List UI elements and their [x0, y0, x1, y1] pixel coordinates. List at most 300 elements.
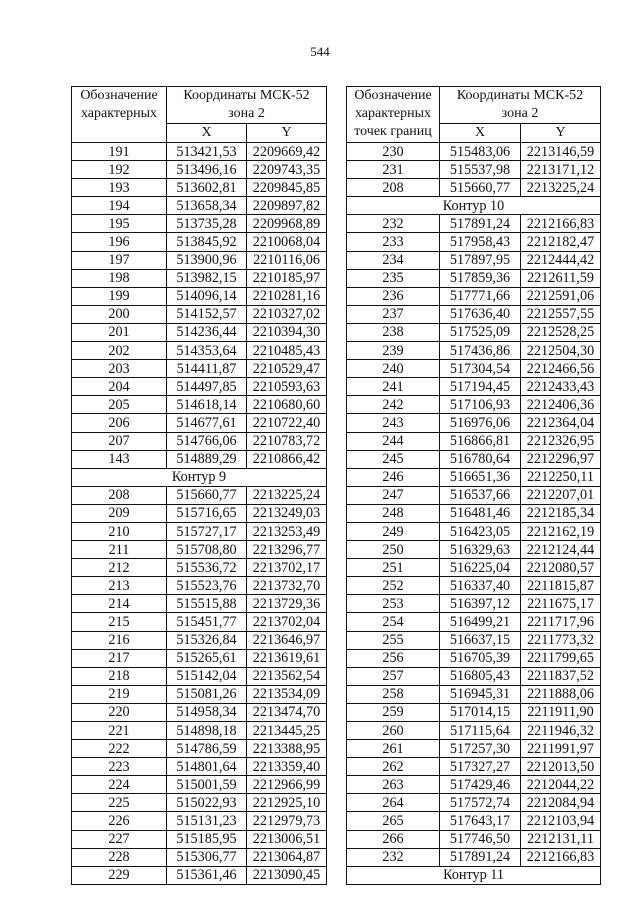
x-coordinate: 514353,64 [167, 342, 247, 360]
point-id: 252 [347, 577, 440, 595]
x-coordinate: 516866,81 [440, 432, 521, 450]
x-header: X [440, 124, 521, 143]
table-row [347, 848, 601, 866]
point-id: 251 [347, 559, 440, 577]
coordinates-header: Координаты МСК-52 зона 2 [440, 87, 601, 124]
x-coordinate: 515306,77 [167, 848, 247, 866]
x-coordinate: 515537,98 [440, 161, 521, 179]
x-coordinate: 514898,18 [167, 722, 247, 740]
y-coordinate: 2213090,45 [247, 866, 327, 884]
table-row [72, 215, 327, 233]
table-row [347, 269, 601, 287]
y-coordinate: 2212611,59 [521, 269, 601, 287]
x-coordinate: 516651,36 [440, 468, 521, 486]
table-row [72, 233, 327, 251]
table-row [72, 631, 327, 649]
x-coordinate: 517257,30 [440, 740, 521, 758]
point-id: 259 [347, 703, 440, 721]
x-coordinate: 513900,96 [167, 251, 247, 269]
table-row [347, 342, 601, 360]
coordinates-table-left [71, 86, 327, 885]
point-id: 232 [347, 215, 440, 233]
x-coordinate: 515451,77 [167, 613, 247, 631]
point-id: 207 [72, 432, 167, 450]
y-coordinate: 2210485,43 [247, 342, 327, 360]
table-row [72, 396, 327, 414]
x-coordinate: 514801,64 [167, 758, 247, 776]
point-id: 225 [72, 794, 167, 812]
x-coordinate: 513982,15 [167, 269, 247, 287]
x-coordinate: 517746,50 [440, 830, 521, 848]
table-row [347, 414, 601, 432]
point-id: 216 [72, 631, 167, 649]
contour-row [72, 468, 327, 486]
point-id: 196 [72, 233, 167, 251]
point-id: 230 [347, 143, 440, 161]
y-coordinate: 2213534,09 [247, 685, 327, 703]
point-id: 205 [72, 396, 167, 414]
table-row [347, 179, 601, 197]
table-row [347, 812, 601, 830]
x-coordinate: 516499,21 [440, 613, 521, 631]
point-id: 240 [347, 360, 440, 378]
x-coordinate: 516329,63 [440, 541, 521, 559]
x-coordinate: 515265,61 [167, 649, 247, 667]
table-row [72, 649, 327, 667]
y-coordinate: 2213146,59 [521, 143, 601, 161]
x-coordinate: 517194,45 [440, 378, 521, 396]
table-row [72, 179, 327, 197]
table-row [72, 758, 327, 776]
y-coordinate: 2210068,04 [247, 233, 327, 251]
point-id: 192 [72, 161, 167, 179]
x-header: X [167, 124, 247, 143]
x-coordinate: 516423,05 [440, 522, 521, 540]
table-row [72, 432, 327, 450]
contour-label: Контур 11 [347, 866, 601, 884]
table-row [347, 143, 601, 161]
x-coordinate: 517014,15 [440, 703, 521, 721]
y-coordinate: 2212504,30 [521, 342, 601, 360]
table-row [72, 486, 327, 504]
y-coordinate: 2210394,30 [247, 323, 327, 341]
x-coordinate: 517891,24 [440, 848, 521, 866]
table-row [347, 776, 601, 794]
table-row [347, 522, 601, 540]
table-body [72, 143, 327, 885]
y-coordinate: 2211799,65 [521, 649, 601, 667]
y-coordinate: 2213253,49 [247, 522, 327, 540]
point-id: 239 [347, 342, 440, 360]
point-id: 238 [347, 323, 440, 341]
table-row [347, 323, 601, 341]
y-coordinate: 2212103,94 [521, 812, 601, 830]
point-id: 254 [347, 613, 440, 631]
point-id: 234 [347, 251, 440, 269]
x-coordinate: 514889,29 [167, 450, 247, 468]
x-coordinate: 516637,15 [440, 631, 521, 649]
x-coordinate: 517897,95 [440, 251, 521, 269]
table-row [72, 541, 327, 559]
table-row [72, 269, 327, 287]
table-row [72, 522, 327, 540]
x-coordinate: 513658,34 [167, 197, 247, 215]
point-id: 227 [72, 830, 167, 848]
table-row [347, 541, 601, 559]
table-row [72, 776, 327, 794]
y-coordinate: 2212557,55 [521, 305, 601, 323]
x-coordinate: 513845,92 [167, 233, 247, 251]
y-coordinate: 2212166,83 [521, 215, 601, 233]
point-id: 232 [347, 848, 440, 866]
point-id: 229 [72, 866, 167, 884]
point-id: 241 [347, 378, 440, 396]
y-coordinate: 2213732,70 [247, 577, 327, 595]
y-coordinate: 2211837,52 [521, 667, 601, 685]
point-id: 247 [347, 486, 440, 504]
y-coordinate: 2210680,60 [247, 396, 327, 414]
point-id: 209 [72, 504, 167, 522]
point-id: 243 [347, 414, 440, 432]
x-coordinate: 514096,14 [167, 287, 247, 305]
x-coordinate: 516337,40 [440, 577, 521, 595]
y-coordinate: 2211888,06 [521, 685, 601, 703]
y-coordinate: 2212979,73 [247, 812, 327, 830]
y-coordinate: 2212466,56 [521, 360, 601, 378]
table-row [72, 812, 327, 830]
point-id: 208 [72, 486, 167, 504]
table-row [72, 794, 327, 812]
point-id: 262 [347, 758, 440, 776]
point-id: 242 [347, 396, 440, 414]
x-coordinate: 513421,53 [167, 143, 247, 161]
table-row [72, 323, 327, 341]
x-coordinate: 515001,59 [167, 776, 247, 794]
x-coordinate: 514152,57 [167, 305, 247, 323]
y-coordinate: 2212131,11 [521, 830, 601, 848]
x-coordinate: 517304,54 [440, 360, 521, 378]
point-id: 250 [347, 541, 440, 559]
point-id: 235 [347, 269, 440, 287]
point-id: 260 [347, 722, 440, 740]
table-row [72, 866, 327, 884]
table-row [347, 161, 601, 179]
x-coordinate: 514497,85 [167, 378, 247, 396]
table-row [347, 577, 601, 595]
point-id: 236 [347, 287, 440, 305]
y-coordinate: 2210783,72 [247, 432, 327, 450]
y-coordinate: 2211675,17 [521, 595, 601, 613]
x-coordinate: 514786,59 [167, 740, 247, 758]
point-id: 256 [347, 649, 440, 667]
table-row [72, 287, 327, 305]
table-row [347, 360, 601, 378]
point-id: 203 [72, 360, 167, 378]
point-id: 221 [72, 722, 167, 740]
point-label-header: Обозначение характерных [72, 87, 167, 143]
table-row [347, 468, 601, 486]
table-row [72, 667, 327, 685]
table-row [72, 685, 327, 703]
y-coordinate: 2209669,42 [247, 143, 327, 161]
x-coordinate: 514618,14 [167, 396, 247, 414]
point-id: 220 [72, 703, 167, 721]
table-row [72, 342, 327, 360]
point-id: 208 [347, 179, 440, 197]
contour-label: Контур 10 [347, 197, 601, 215]
table-row [72, 161, 327, 179]
table-row [347, 251, 601, 269]
point-id: 204 [72, 378, 167, 396]
x-coordinate: 513496,16 [167, 161, 247, 179]
table-row [72, 722, 327, 740]
point-id: 253 [347, 595, 440, 613]
table-row [347, 758, 601, 776]
y-coordinate: 2213064,87 [247, 848, 327, 866]
x-coordinate: 515361,46 [167, 866, 247, 884]
point-id: 263 [347, 776, 440, 794]
y-coordinate: 2212406,36 [521, 396, 601, 414]
table-row [72, 577, 327, 595]
y-coordinate: 2209897,82 [247, 197, 327, 215]
point-id: 261 [347, 740, 440, 758]
table-row [347, 233, 601, 251]
x-coordinate: 516945,31 [440, 685, 521, 703]
y-coordinate: 2211773,32 [521, 631, 601, 649]
table-row [347, 703, 601, 721]
x-coordinate: 516780,64 [440, 450, 521, 468]
y-coordinate: 2213702,17 [247, 559, 327, 577]
y-coordinate: 2209968,89 [247, 215, 327, 233]
table-row [72, 703, 327, 721]
x-coordinate: 515515,88 [167, 595, 247, 613]
page-number: 544 [310, 44, 330, 59]
y-coordinate: 2210281,16 [247, 287, 327, 305]
contour-label: Контур 9 [72, 468, 327, 486]
y-coordinate: 2211991,97 [521, 740, 601, 758]
y-coordinate: 2210185,97 [247, 269, 327, 287]
x-coordinate: 515131,23 [167, 812, 247, 830]
y-coordinate: 2213702,04 [247, 613, 327, 631]
y-coordinate: 2212207,01 [521, 486, 601, 504]
point-id: 201 [72, 323, 167, 341]
point-id: 231 [347, 161, 440, 179]
x-coordinate: 515716,65 [167, 504, 247, 522]
y-coordinate: 2213249,03 [247, 504, 327, 522]
y-coordinate: 2210116,06 [247, 251, 327, 269]
x-coordinate: 516397,12 [440, 595, 521, 613]
y-coordinate: 2212044,22 [521, 776, 601, 794]
table-row [347, 378, 601, 396]
point-id: 237 [347, 305, 440, 323]
x-coordinate: 517429,46 [440, 776, 521, 794]
point-id: 214 [72, 595, 167, 613]
y-coordinate: 2212080,57 [521, 559, 601, 577]
point-id: 246 [347, 468, 440, 486]
y-header: Y [521, 124, 601, 143]
y-coordinate: 2213646,97 [247, 631, 327, 649]
point-id: 197 [72, 251, 167, 269]
table-row [347, 559, 601, 577]
point-id: 245 [347, 450, 440, 468]
x-coordinate: 515142,04 [167, 667, 247, 685]
y-coordinate: 2213296,77 [247, 541, 327, 559]
table-row [347, 305, 601, 323]
y-coordinate: 2211717,96 [521, 613, 601, 631]
x-coordinate: 514236,44 [167, 323, 247, 341]
point-id: 233 [347, 233, 440, 251]
x-coordinate: 516976,06 [440, 414, 521, 432]
y-coordinate: 2212528,25 [521, 323, 601, 341]
table-row [72, 197, 327, 215]
point-id: 223 [72, 758, 167, 776]
x-coordinate: 515022,93 [167, 794, 247, 812]
y-coordinate: 2212185,34 [521, 504, 601, 522]
point-id: 244 [347, 432, 440, 450]
y-coordinate: 2210593,63 [247, 378, 327, 396]
table-row [347, 450, 601, 468]
table-row [72, 504, 327, 522]
x-coordinate: 514411,87 [167, 360, 247, 378]
x-coordinate: 515660,77 [167, 486, 247, 504]
x-coordinate: 515185,95 [167, 830, 247, 848]
y-coordinate: 2212084,94 [521, 794, 601, 812]
table-row [347, 631, 601, 649]
table-row [347, 667, 601, 685]
x-coordinate: 516537,66 [440, 486, 521, 504]
point-id: 249 [347, 522, 440, 540]
y-coordinate: 2213359,40 [247, 758, 327, 776]
table-row [347, 287, 601, 305]
point-id: 219 [72, 685, 167, 703]
y-coordinate: 2212364,04 [521, 414, 601, 432]
x-coordinate: 517891,24 [440, 215, 521, 233]
point-id: 224 [72, 776, 167, 794]
x-coordinate: 517327,27 [440, 758, 521, 776]
point-id: 266 [347, 830, 440, 848]
point-id: 191 [72, 143, 167, 161]
table-row [72, 251, 327, 269]
table-row [347, 830, 601, 848]
table-row [72, 143, 327, 161]
x-coordinate: 515536,72 [167, 559, 247, 577]
table-row [72, 414, 327, 432]
y-coordinate: 2212433,43 [521, 378, 601, 396]
y-coordinate: 2212591,06 [521, 287, 601, 305]
y-coordinate: 2213171,12 [521, 161, 601, 179]
point-id: 264 [347, 794, 440, 812]
y-coordinate: 2211946,32 [521, 722, 601, 740]
x-coordinate: 517572,74 [440, 794, 521, 812]
x-coordinate: 515081,26 [167, 685, 247, 703]
table-row [347, 595, 601, 613]
x-coordinate: 516805,43 [440, 667, 521, 685]
point-id: 198 [72, 269, 167, 287]
table-row [347, 504, 601, 522]
x-coordinate: 516705,39 [440, 649, 521, 667]
table-row [347, 740, 601, 758]
y-coordinate: 2212124,44 [521, 541, 601, 559]
point-id: 265 [347, 812, 440, 830]
point-id: 143 [72, 450, 167, 468]
table-row [72, 848, 327, 866]
table-row [347, 722, 601, 740]
table-row [72, 595, 327, 613]
x-coordinate: 514677,61 [167, 414, 247, 432]
y-coordinate: 2209743,35 [247, 161, 327, 179]
y-coordinate: 2210327,02 [247, 305, 327, 323]
table-row [347, 794, 601, 812]
table-row [347, 613, 601, 631]
y-coordinate: 2213619,61 [247, 649, 327, 667]
y-coordinate: 2212162,19 [521, 522, 601, 540]
point-id: 255 [347, 631, 440, 649]
contour-row [347, 197, 601, 215]
point-id: 226 [72, 812, 167, 830]
y-coordinate: 2212182,47 [521, 233, 601, 251]
x-coordinate: 517643,17 [440, 812, 521, 830]
contour-row [347, 866, 601, 884]
x-coordinate: 517525,09 [440, 323, 521, 341]
y-coordinate: 2210722,40 [247, 414, 327, 432]
x-coordinate: 514958,34 [167, 703, 247, 721]
coordinates-table-right [346, 86, 601, 885]
x-coordinate: 517859,36 [440, 269, 521, 287]
y-coordinate: 2212326,95 [521, 432, 601, 450]
table-body [347, 143, 601, 885]
x-coordinate: 513735,28 [167, 215, 247, 233]
x-coordinate: 515483,06 [440, 143, 521, 161]
point-id: 195 [72, 215, 167, 233]
point-id: 257 [347, 667, 440, 685]
y-coordinate: 2212925,10 [247, 794, 327, 812]
y-coordinate: 2212444,42 [521, 251, 601, 269]
x-coordinate: 516481,46 [440, 504, 521, 522]
point-id: 202 [72, 342, 167, 360]
y-coordinate: 2213562,54 [247, 667, 327, 685]
point-id: 213 [72, 577, 167, 595]
y-coordinate: 2210866,42 [247, 450, 327, 468]
x-coordinate: 513602,81 [167, 179, 247, 197]
point-id: 222 [72, 740, 167, 758]
table-row [347, 486, 601, 504]
x-coordinate: 515708,80 [167, 541, 247, 559]
table-row [347, 215, 601, 233]
y-coordinate: 2213225,24 [247, 486, 327, 504]
point-id: 206 [72, 414, 167, 432]
x-coordinate: 517958,43 [440, 233, 521, 251]
point-id: 194 [72, 197, 167, 215]
x-coordinate: 515660,77 [440, 179, 521, 197]
x-coordinate: 517106,93 [440, 396, 521, 414]
y-coordinate: 2213388,95 [247, 740, 327, 758]
point-id: 211 [72, 541, 167, 559]
y-coordinate: 2209845,85 [247, 179, 327, 197]
y-coordinate: 2213006,51 [247, 830, 327, 848]
y-coordinate: 2210529,47 [247, 360, 327, 378]
point-id: 210 [72, 522, 167, 540]
y-coordinate: 2212166,83 [521, 848, 601, 866]
x-coordinate: 517115,64 [440, 722, 521, 740]
table-row [72, 830, 327, 848]
y-coordinate: 2212013,50 [521, 758, 601, 776]
y-coordinate: 2213729,36 [247, 595, 327, 613]
point-id: 218 [72, 667, 167, 685]
y-coordinate: 2212296,97 [521, 450, 601, 468]
table-row [347, 396, 601, 414]
point-id: 212 [72, 559, 167, 577]
table-row [347, 685, 601, 703]
